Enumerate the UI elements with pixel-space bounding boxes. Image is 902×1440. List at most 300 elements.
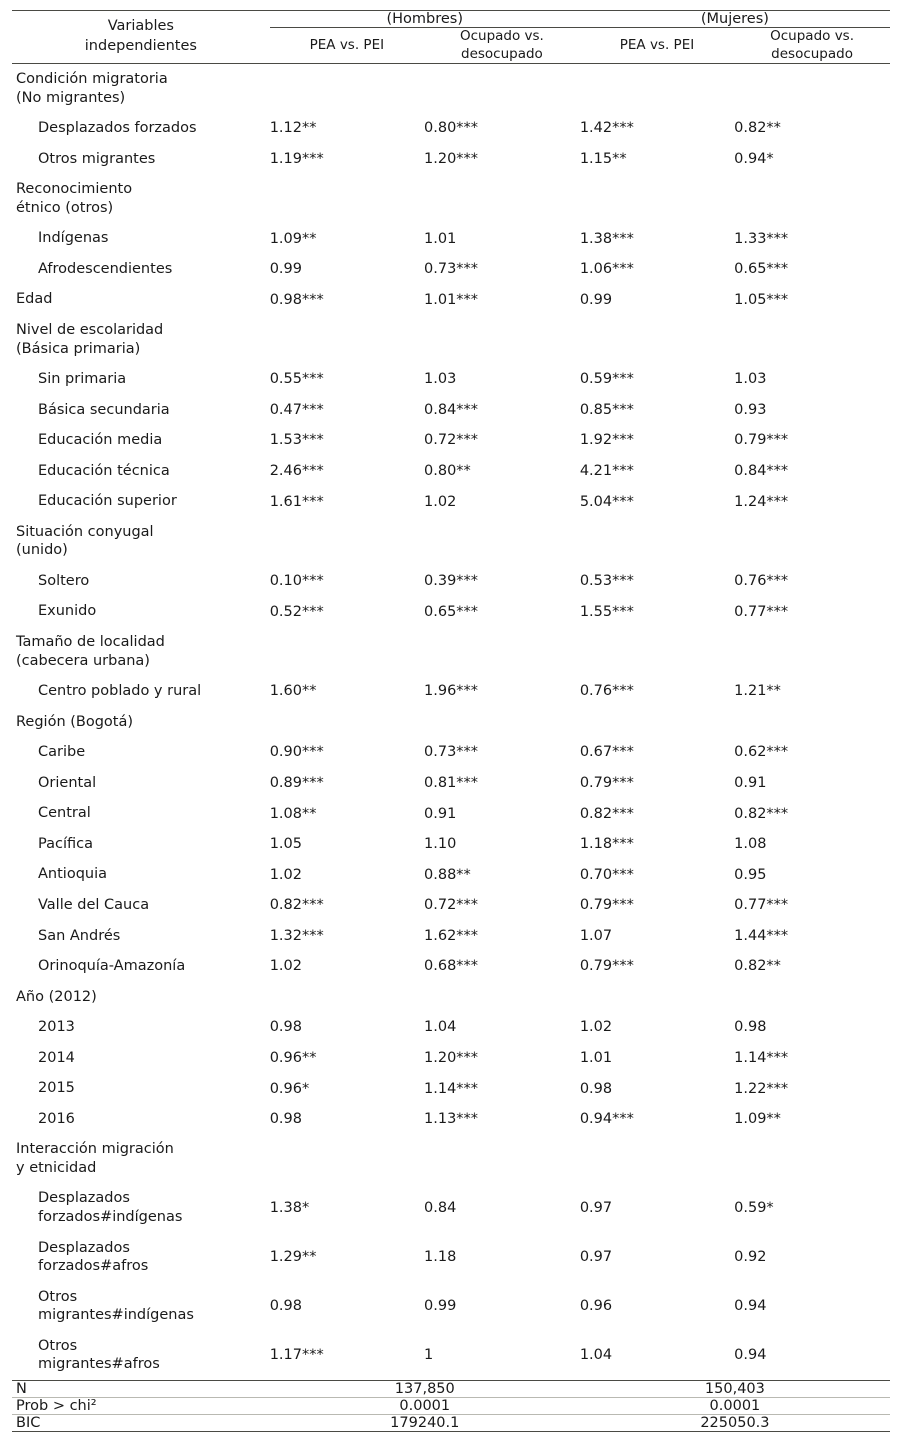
cell-mujeres-ocupado: 1.08 <box>734 836 767 853</box>
cell-hombres-ocupado: 1.62*** <box>424 927 479 944</box>
cell-hombres-pea-pei: 1.32*** <box>269 927 324 944</box>
cell-mujeres-ocupado <box>734 707 890 738</box>
table-body <box>12 64 890 1381</box>
table-row <box>12 707 890 738</box>
cell-mujeres-pea-pei <box>580 627 734 676</box>
cell-hombres-ocupado: 1.20*** <box>424 1049 479 1066</box>
cell-mujeres-ocupado: 0.93 <box>734 401 767 418</box>
cell-hombres-ocupado: 0.80** <box>424 463 471 480</box>
cell-mujeres-ocupado: 0.82** <box>734 120 781 137</box>
cell-hombres-pea-pei <box>270 627 424 676</box>
table-row <box>12 737 890 768</box>
cell-mujeres-pea-pei: 1.42*** <box>579 120 634 137</box>
cell-hombres-ocupado: 0.68*** <box>424 958 479 975</box>
row-label-line1: Interacción migración <box>16 1141 174 1158</box>
table-header <box>12 11 890 64</box>
row-label-line1: 2013 <box>38 1019 75 1036</box>
row-label-line1: Otros migrantes <box>38 150 156 167</box>
cell-hombres-pea-pei: 1.12** <box>269 120 317 137</box>
cell-hombres-ocupado <box>424 517 580 566</box>
cell-hombres-ocupado <box>424 707 580 738</box>
table-row <box>12 1331 890 1381</box>
row-label <box>12 486 270 517</box>
cell-hombres-pea-pei: 1.02 <box>269 958 302 975</box>
cell-hombres-ocupado <box>424 1134 580 1183</box>
row-group-label <box>12 517 270 566</box>
cell-mujeres-pea-pei: 0.79*** <box>579 897 634 914</box>
row-label <box>12 456 270 487</box>
row-label <box>12 737 270 768</box>
row-group-label <box>12 707 270 738</box>
cell-mujeres-ocupado: 1.24*** <box>734 493 789 510</box>
table-row <box>12 223 890 254</box>
cell-hombres-pea-pei: 1.38* <box>269 1199 310 1216</box>
cell-hombres-ocupado: 0.84*** <box>424 401 479 418</box>
cell-mujeres-ocupado: 0.59* <box>734 1199 774 1216</box>
cell-mujeres-pea-pei: 1.01 <box>579 1049 613 1066</box>
table-row <box>12 921 890 952</box>
cell-hombres-pea-pei <box>270 982 424 1013</box>
table-row <box>12 768 890 799</box>
row-label <box>12 254 270 285</box>
footer-value-hombres: 179240.1 <box>270 1414 580 1431</box>
cell-mujeres-pea-pei: 0.97 <box>579 1249 613 1266</box>
cell-mujeres-ocupado: 0.94 <box>734 1347 767 1364</box>
cell-hombres-pea-pei: 0.90*** <box>269 744 324 761</box>
cell-mujeres-pea-pei: 0.70*** <box>579 866 634 883</box>
table-row <box>12 456 890 487</box>
cell-mujeres-pea-pei: 5.04*** <box>579 493 634 510</box>
cell-mujeres-pea-pei: 0.79*** <box>579 775 634 792</box>
row-label-line2: (Básica primaria) <box>16 340 141 357</box>
cell-hombres-ocupado: 0.72*** <box>424 432 479 449</box>
row-label-line1: Desplazados forzados <box>38 120 197 137</box>
table-row <box>12 596 890 627</box>
subheader-mujeres-ocupado-desocupado <box>734 28 890 64</box>
table-row <box>12 1282 890 1331</box>
cell-hombres-ocupado: 1.14*** <box>424 1080 479 1097</box>
cell-hombres-ocupado: 1.02 <box>424 493 457 510</box>
table-row <box>12 798 890 829</box>
table-row <box>12 676 890 707</box>
table-row <box>12 1183 890 1232</box>
row-label-line1: Edad <box>16 291 53 308</box>
cell-mujeres-ocupado: 1.22*** <box>734 1080 789 1097</box>
row-label <box>12 951 270 982</box>
footer-value-hombres: 0.0001 <box>270 1397 580 1414</box>
row-label-line1: Desplazados <box>38 1190 130 1207</box>
row-group-label <box>12 627 270 676</box>
table-row <box>12 859 890 890</box>
variables-header-line2: independientes <box>84 38 197 55</box>
table-row <box>12 1233 890 1282</box>
footer-value-mujeres: 225050.3 <box>580 1414 890 1431</box>
cell-hombres-ocupado <box>424 174 580 223</box>
cell-mujeres-ocupado: 0.77*** <box>734 897 789 914</box>
cell-hombres-pea-pei <box>270 64 424 114</box>
cell-hombres-pea-pei: 2.46*** <box>269 463 324 480</box>
footer-row <box>12 1414 890 1431</box>
footer-row <box>12 1397 890 1414</box>
cell-hombres-pea-pei: 0.98 <box>269 1298 302 1315</box>
row-label-line1: Valle del Cauca <box>38 896 150 913</box>
cell-hombres-ocupado <box>424 315 580 364</box>
row-label-line1: Educación media <box>38 432 163 449</box>
row-label <box>12 1233 270 1282</box>
footer-label: N <box>12 1380 270 1397</box>
cell-hombres-ocupado: 0.65*** <box>424 603 479 620</box>
cell-hombres-pea-pei: 1.61*** <box>269 493 324 510</box>
subheader-line1: PEA vs. PEI <box>619 36 695 53</box>
row-label <box>12 1073 270 1104</box>
cell-mujeres-ocupado: 0.94* <box>734 151 774 167</box>
cell-mujeres-ocupado: 0.91 <box>734 775 767 792</box>
row-label <box>12 798 270 829</box>
cell-mujeres-ocupado: 0.77*** <box>734 603 789 620</box>
row-label <box>12 921 270 952</box>
cell-mujeres-pea-pei: 0.94*** <box>579 1111 634 1128</box>
row-label-line1: 2014 <box>38 1049 75 1066</box>
cell-hombres-pea-pei: 1.05 <box>269 836 302 853</box>
row-group-label <box>12 284 270 315</box>
row-label-line1: Condición migratoria <box>16 71 168 88</box>
cell-hombres-pea-pei: 0.99 <box>269 261 302 278</box>
cell-mujeres-pea-pei: 0.82*** <box>579 805 634 822</box>
row-label-line1: Exunido <box>38 603 97 620</box>
row-label-line2: migrantes#indígenas <box>38 1307 194 1324</box>
row-label <box>12 859 270 890</box>
subheader-hombres-pea-pei <box>270 28 424 64</box>
header-group-row <box>12 11 890 28</box>
row-group-label <box>12 64 270 114</box>
cell-mujeres-pea-pei: 0.76*** <box>579 683 634 700</box>
row-label-line2: (cabecera urbana) <box>16 652 150 669</box>
cell-hombres-ocupado: 1.01*** <box>424 291 479 308</box>
table-footer <box>12 1380 890 1431</box>
cell-hombres-ocupado: 1.04 <box>424 1019 457 1036</box>
cell-mujeres-pea-pei <box>580 64 734 114</box>
row-label-line1: Oriental <box>38 774 97 791</box>
row-label-line1: Región (Bogotá) <box>16 713 134 730</box>
cell-hombres-pea-pei: 1.60** <box>269 683 317 700</box>
row-label <box>12 676 270 707</box>
cell-hombres-ocupado: 0.91 <box>424 805 457 822</box>
bottom-rule <box>12 1431 890 1432</box>
cell-hombres-ocupado: 1 <box>424 1347 434 1364</box>
cell-hombres-ocupado <box>424 627 580 676</box>
variables-header-line1: Variables <box>107 18 174 35</box>
subheader-hombres-ocupado-desocupado <box>424 28 580 64</box>
cell-mujeres-pea-pei: 0.96 <box>579 1298 613 1315</box>
row-label-line1: Central <box>38 805 91 822</box>
table-row <box>12 284 890 315</box>
row-label-line1: Caribe <box>38 744 86 761</box>
row-label <box>12 596 270 627</box>
cell-hombres-ocupado: 0.88** <box>424 866 471 883</box>
table-row <box>12 144 890 175</box>
cell-hombres-pea-pei <box>270 517 424 566</box>
cell-hombres-pea-pei: 0.52*** <box>269 603 324 620</box>
cell-mujeres-pea-pei <box>580 707 734 738</box>
row-label-line1: 2016 <box>38 1110 75 1127</box>
table-row <box>12 627 890 676</box>
subheader-line2: desocupado <box>461 45 543 62</box>
cell-mujeres-ocupado: 1.09** <box>734 1111 781 1128</box>
footer-label: Prob > chi² <box>12 1397 270 1414</box>
cell-hombres-ocupado <box>424 64 580 114</box>
row-label <box>12 364 270 395</box>
footer-label: BIC <box>12 1414 270 1431</box>
row-label <box>12 425 270 456</box>
cell-hombres-ocupado: 0.81*** <box>424 775 479 792</box>
cell-mujeres-ocupado: 1.14*** <box>734 1049 789 1066</box>
row-group-label <box>12 174 270 223</box>
cell-mujeres-pea-pei: 1.92*** <box>579 432 634 449</box>
cell-mujeres-pea-pei: 0.79*** <box>579 958 634 975</box>
table-row <box>12 1104 890 1135</box>
row-label-line1: Otros <box>38 1288 78 1305</box>
cell-mujeres-ocupado: 0.65*** <box>734 261 789 278</box>
row-label-line1: San Andrés <box>38 927 121 944</box>
row-label <box>12 768 270 799</box>
cell-mujeres-pea-pei <box>580 517 734 566</box>
regression-results-table <box>12 10 890 1432</box>
row-group-label <box>12 1134 270 1183</box>
cell-hombres-ocupado: 0.72*** <box>424 897 479 914</box>
cell-hombres-pea-pei: 0.98 <box>269 1111 302 1128</box>
row-label-line1: Soltero <box>38 572 90 589</box>
row-label-line2: y etnicidad <box>16 1159 97 1176</box>
cell-mujeres-pea-pei: 1.04 <box>579 1347 613 1364</box>
row-label-line2: migrantes#afros <box>38 1356 160 1373</box>
table-row <box>12 364 890 395</box>
row-label-line1: Sin primaria <box>38 371 127 388</box>
cell-mujeres-ocupado: 0.62*** <box>734 744 789 761</box>
row-label-line1: Desplazados <box>38 1239 130 1256</box>
row-label <box>12 223 270 254</box>
row-label <box>12 829 270 860</box>
table-row <box>12 1073 890 1104</box>
row-label <box>12 1043 270 1074</box>
cell-mujeres-ocupado: 0.84*** <box>734 463 789 480</box>
cell-mujeres-pea-pei: 0.99 <box>579 291 613 308</box>
cell-mujeres-ocupado: 0.92 <box>734 1249 767 1266</box>
row-group-label <box>12 315 270 364</box>
subheader-line1: Ocupado vs. <box>770 28 855 44</box>
table-row <box>12 315 890 364</box>
cell-hombres-pea-pei: 1.08** <box>269 805 317 822</box>
table-row <box>12 890 890 921</box>
cell-mujeres-pea-pei: 0.97 <box>579 1199 613 1216</box>
row-label <box>12 1331 270 1381</box>
table-row <box>12 1134 890 1183</box>
row-label <box>12 1282 270 1331</box>
cell-mujeres-ocupado <box>734 315 890 364</box>
footer-row <box>12 1380 890 1397</box>
row-label-line2: (unido) <box>16 542 68 559</box>
row-label-line1: 2015 <box>38 1080 75 1097</box>
row-label-line1: Educación superior <box>38 493 177 510</box>
cell-mujeres-pea-pei: 1.15** <box>579 151 627 167</box>
cell-mujeres-pea-pei: 1.07 <box>579 927 613 944</box>
row-label <box>12 566 270 597</box>
subheader-mujeres-pea-pei <box>580 28 734 64</box>
cell-hombres-pea-pei <box>270 315 424 364</box>
group-header-hombres: (Hombres) <box>270 11 580 28</box>
table-row <box>12 1012 890 1043</box>
cell-mujeres-pea-pei: 0.67*** <box>579 744 634 761</box>
cell-mujeres-ocupado <box>734 174 890 223</box>
footer-value-hombres: 137,850 <box>270 1380 580 1397</box>
cell-mujeres-ocupado: 1.05*** <box>734 291 789 308</box>
table-row <box>12 486 890 517</box>
cell-hombres-ocupado: 1.18 <box>424 1249 457 1266</box>
cell-hombres-pea-pei: 1.09** <box>269 230 317 247</box>
cell-hombres-ocupado: 1.03 <box>424 371 457 388</box>
table-row <box>12 64 890 114</box>
cell-mujeres-ocupado: 0.94 <box>734 1298 767 1315</box>
row-label-line1: Tamaño de localidad <box>16 634 165 651</box>
cell-hombres-pea-pei: 1.29** <box>269 1249 317 1266</box>
row-label <box>12 144 270 175</box>
row-label-line1: Básica secundaria <box>38 401 170 418</box>
cell-mujeres-pea-pei: 0.53*** <box>579 573 634 590</box>
table-row <box>12 829 890 860</box>
cell-hombres-pea-pei <box>270 174 424 223</box>
cell-mujeres-pea-pei: 1.38*** <box>579 230 634 247</box>
cell-hombres-pea-pei: 1.19*** <box>269 151 324 167</box>
cell-mujeres-ocupado: 0.82** <box>734 958 781 975</box>
row-label <box>12 1183 270 1232</box>
row-label-line1: Año (2012) <box>16 988 97 1005</box>
row-label <box>12 1104 270 1135</box>
cell-hombres-ocupado: 0.80*** <box>424 120 479 137</box>
row-label <box>12 1012 270 1043</box>
row-label-line2: (No migrantes) <box>16 89 126 106</box>
cell-mujeres-ocupado <box>734 517 890 566</box>
cell-mujeres-pea-pei: 1.55*** <box>579 603 634 620</box>
row-group-label <box>12 982 270 1013</box>
row-label-line2: étnico (otros) <box>16 199 114 216</box>
table-row <box>12 113 890 144</box>
cell-hombres-ocupado: 1.96*** <box>424 683 479 700</box>
row-label-line2: forzados#afros <box>38 1258 149 1275</box>
subheader-line1: Ocupado vs. <box>459 28 544 44</box>
row-label <box>12 113 270 144</box>
cell-mujeres-pea-pei: 4.21*** <box>579 463 634 480</box>
row-label-line1: Afrodescendientes <box>38 260 173 277</box>
table-row <box>12 174 890 223</box>
table-row <box>12 425 890 456</box>
cell-hombres-ocupado: 0.84 <box>424 1199 457 1216</box>
cell-hombres-pea-pei: 0.96* <box>269 1080 310 1097</box>
cell-mujeres-pea-pei: 1.02 <box>579 1019 613 1036</box>
cell-hombres-ocupado: 0.73*** <box>424 744 479 761</box>
cell-hombres-pea-pei: 0.98*** <box>269 291 324 308</box>
cell-mujeres-pea-pei: 1.06*** <box>579 261 634 278</box>
footer-value-mujeres: 150,403 <box>580 1380 890 1397</box>
table-row <box>12 254 890 285</box>
cell-mujeres-ocupado: 0.76*** <box>734 573 789 590</box>
row-label-line1: Antioquia <box>38 866 108 883</box>
cell-hombres-pea-pei: 0.89*** <box>269 775 324 792</box>
table-row <box>12 395 890 426</box>
cell-hombres-pea-pei: 1.02 <box>269 866 302 883</box>
cell-mujeres-ocupado: 1.33*** <box>734 230 789 247</box>
cell-hombres-ocupado: 1.20*** <box>424 151 479 167</box>
cell-mujeres-ocupado: 1.03 <box>734 371 767 388</box>
subheader-line2: desocupado <box>771 45 853 62</box>
cell-mujeres-pea-pei: 0.85*** <box>579 401 634 418</box>
cell-mujeres-ocupado: 0.95 <box>734 866 767 883</box>
cell-mujeres-pea-pei: 1.18*** <box>579 836 634 853</box>
row-label-line1: Educación técnica <box>38 462 170 479</box>
cell-mujeres-ocupado: 0.79*** <box>734 432 789 449</box>
cell-hombres-ocupado: 0.39*** <box>424 573 479 590</box>
cell-hombres-pea-pei: 0.96** <box>269 1049 317 1066</box>
row-label-line1: Otros <box>38 1337 78 1354</box>
cell-mujeres-ocupado <box>734 627 890 676</box>
table-row <box>12 951 890 982</box>
cell-mujeres-pea-pei <box>580 982 734 1013</box>
footer-value-mujeres: 0.0001 <box>580 1397 890 1414</box>
row-label-line1: Indígenas <box>38 230 109 247</box>
cell-hombres-pea-pei: 0.98 <box>269 1019 302 1036</box>
table-row <box>12 982 890 1013</box>
cell-mujeres-ocupado <box>734 64 890 114</box>
row-label <box>12 395 270 426</box>
cell-hombres-pea-pei: 0.82*** <box>269 897 324 914</box>
cell-mujeres-ocupado <box>734 982 890 1013</box>
cell-hombres-ocupado: 0.99 <box>424 1298 457 1315</box>
row-label-line1: Pacífica <box>38 835 93 852</box>
subheader-line1: PEA vs. PEI <box>309 36 385 53</box>
row-label <box>12 890 270 921</box>
table-row <box>12 517 890 566</box>
table-row <box>12 1043 890 1074</box>
row-label-line2: forzados#indígenas <box>38 1208 183 1225</box>
row-label-line1: Centro poblado y rural <box>38 683 202 700</box>
cell-mujeres-ocupado: 0.82*** <box>734 805 789 822</box>
cell-hombres-pea-pei: 1.53*** <box>269 432 324 449</box>
row-label-line1: Reconocimiento <box>16 181 133 198</box>
cell-mujeres-ocupado: 1.21** <box>734 683 781 700</box>
cell-mujeres-pea-pei: 0.98 <box>579 1080 613 1097</box>
row-label-line1: Nivel de escolaridad <box>16 322 164 339</box>
cell-mujeres-ocupado <box>734 1134 890 1183</box>
table-row <box>12 566 890 597</box>
row-label-line1: Orinoquía-Amazonía <box>38 958 186 975</box>
cell-mujeres-pea-pei: 0.59*** <box>579 371 634 388</box>
cell-hombres-ocupado: 1.13*** <box>424 1111 479 1128</box>
cell-hombres-pea-pei: 0.55*** <box>269 371 324 388</box>
cell-mujeres-pea-pei <box>580 1134 734 1183</box>
cell-hombres-ocupado: 0.73*** <box>424 261 479 278</box>
cell-hombres-pea-pei <box>270 1134 424 1183</box>
cell-mujeres-pea-pei <box>580 174 734 223</box>
cell-hombres-pea-pei <box>270 707 424 738</box>
row-label-line1: Situación conyugal <box>16 523 154 540</box>
cell-mujeres-ocupado: 0.98 <box>734 1019 767 1036</box>
group-header-mujeres: (Mujeres) <box>580 11 890 28</box>
cell-mujeres-ocupado: 1.44*** <box>734 927 789 944</box>
cell-hombres-ocupado: 1.01 <box>424 230 457 247</box>
cell-mujeres-pea-pei <box>580 315 734 364</box>
cell-hombres-ocupado <box>424 982 580 1013</box>
cell-hombres-pea-pei: 0.10*** <box>269 573 324 590</box>
variables-header <box>12 11 270 63</box>
cell-hombres-pea-pei: 0.47*** <box>269 401 324 418</box>
